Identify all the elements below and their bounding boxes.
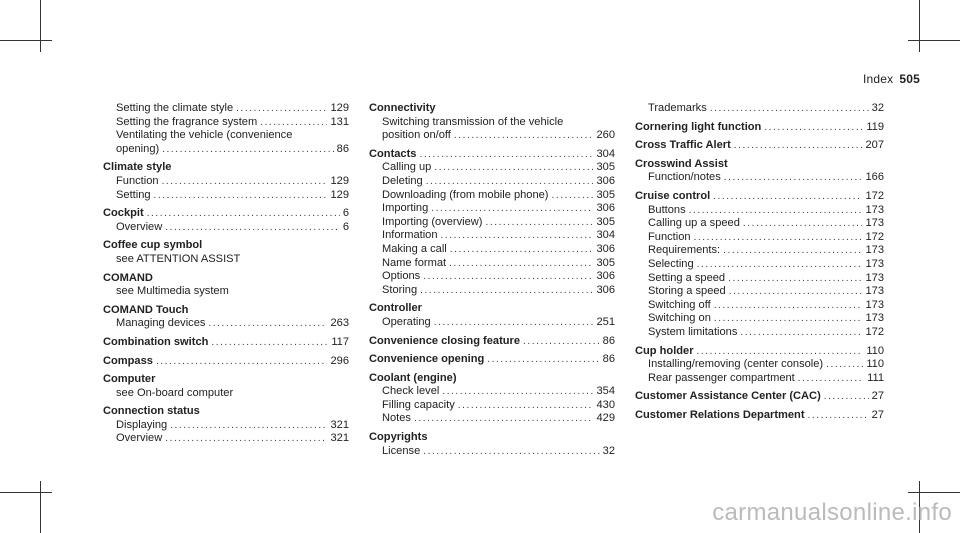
entry-page[interactable]: 306 xyxy=(596,202,615,215)
entry-page[interactable]: 6 xyxy=(342,220,349,233)
entry-page[interactable]: 129 xyxy=(330,174,349,187)
index-subentry xyxy=(369,216,615,230)
index-entry xyxy=(103,207,349,221)
leader-dots xyxy=(162,175,328,189)
entry-page[interactable]: 305 xyxy=(596,256,615,269)
leader-dots xyxy=(734,139,863,153)
index-subentry xyxy=(369,284,615,298)
entry-label: Climate style xyxy=(103,161,172,174)
index-entry xyxy=(103,373,349,387)
entry-page[interactable]: 27 xyxy=(871,408,884,421)
leader-dots xyxy=(165,221,340,235)
entry-label: Ventilating the vehicle (convenience xyxy=(116,129,293,142)
entry-page[interactable]: 354 xyxy=(596,385,615,398)
index-subentry xyxy=(369,243,615,257)
leader-dots xyxy=(714,299,863,313)
entry-label: Name format xyxy=(382,256,447,269)
crop-mark xyxy=(40,481,41,533)
index-subentry xyxy=(103,387,349,401)
index-subentry xyxy=(369,116,615,130)
index-subentry xyxy=(369,129,615,143)
index-entry xyxy=(103,355,349,369)
index-subentry xyxy=(635,358,884,372)
entry-label: Coolant (engine) xyxy=(369,371,457,384)
crop-mark xyxy=(0,492,52,493)
entry-label: see Multimedia system xyxy=(116,285,229,298)
entry-label: Connectivity xyxy=(369,102,436,114)
entry-label: Crosswind Assist xyxy=(635,157,728,170)
index-subentry xyxy=(369,270,615,284)
index-entry xyxy=(635,190,884,204)
leader-dots xyxy=(552,189,594,203)
entry-label: Combination switch xyxy=(103,335,209,348)
entry-label: Calling up a speed xyxy=(648,217,740,230)
index-subentry xyxy=(103,116,349,130)
entry-page[interactable]: 173 xyxy=(865,257,884,270)
entry-page[interactable]: 305 xyxy=(596,161,615,174)
entry-page[interactable]: 110 xyxy=(866,344,884,357)
index-entry xyxy=(369,102,615,116)
entry-label: Deleting xyxy=(382,174,423,187)
entry-label: Convenience opening xyxy=(369,353,485,366)
entry-label: Convenience closing feature xyxy=(369,334,521,347)
index-entry xyxy=(635,158,884,172)
index-subentry xyxy=(635,171,884,185)
entry-label: License xyxy=(382,444,421,457)
entry-label: Compass xyxy=(103,354,153,367)
entry-page[interactable]: 296 xyxy=(330,354,349,367)
leader-dots xyxy=(419,148,593,162)
leader-dots xyxy=(236,102,327,116)
leader-dots xyxy=(450,243,594,257)
index-entry xyxy=(369,372,615,386)
index-subentry xyxy=(635,272,884,286)
entry-label: Check level xyxy=(382,385,440,398)
entry-page[interactable]: 32 xyxy=(871,102,884,114)
entry-page[interactable]: 263 xyxy=(330,317,349,330)
index-entry xyxy=(103,336,349,350)
entry-label: Storing xyxy=(382,283,418,296)
crop-mark xyxy=(0,40,52,41)
entry-label: Connection status xyxy=(103,405,200,418)
entry-page[interactable]: 251 xyxy=(596,315,615,328)
leader-dots xyxy=(826,358,863,372)
entry-label: Function xyxy=(648,230,691,243)
leader-dots xyxy=(449,257,593,271)
entry-label: COMAND Touch xyxy=(103,303,189,316)
entry-label: Requirements: xyxy=(648,244,721,257)
watermark: carmanualsonline.info xyxy=(712,499,952,526)
leader-dots xyxy=(808,409,869,423)
entry-page[interactable]: 111 xyxy=(867,371,884,384)
entry-label: Copyrights xyxy=(369,431,428,444)
index-subentry xyxy=(369,316,615,330)
index-subentry xyxy=(369,202,615,216)
entry-label: Overview xyxy=(116,220,163,233)
index-subentry xyxy=(103,175,349,189)
entry-label: see ATTENTION ASSIST xyxy=(116,252,241,265)
entry-label: Storing a speed xyxy=(648,285,726,298)
index-entry xyxy=(635,409,884,423)
index-subentry xyxy=(635,231,884,245)
index-subentry xyxy=(369,175,615,189)
index-subentry xyxy=(369,399,615,413)
leader-dots xyxy=(689,204,863,218)
index-subentry xyxy=(635,326,884,340)
entry-label: Operating xyxy=(382,315,431,328)
entry-label: Making a call xyxy=(382,242,447,255)
leader-dots xyxy=(423,270,593,284)
entry-label: Options xyxy=(382,270,421,283)
entry-label: Rear passenger compartment xyxy=(648,371,795,384)
leader-dots xyxy=(487,353,599,367)
entry-label: Cross Traffic Alert xyxy=(635,139,731,152)
entry-label: Calling up xyxy=(382,161,432,174)
leader-dots xyxy=(743,217,863,231)
leader-dots xyxy=(523,335,600,349)
index-subentry xyxy=(369,189,615,203)
entry-label: Cruise control xyxy=(635,189,711,202)
entry-page[interactable]: 304 xyxy=(596,229,615,242)
leader-dots xyxy=(426,175,594,189)
entry-page[interactable]: 131 xyxy=(330,115,349,128)
entry-page[interactable]: 173 xyxy=(865,298,884,311)
entry-page[interactable]: 172 xyxy=(865,325,884,338)
entry-label: position on/off xyxy=(382,129,451,142)
index-subentry xyxy=(369,445,615,459)
crop-mark xyxy=(40,0,41,52)
entry-label: Controller xyxy=(369,302,423,315)
index-subentry xyxy=(103,102,349,116)
entry-label: Setting a speed xyxy=(648,271,726,284)
leader-dots xyxy=(713,190,862,204)
index-subentry xyxy=(369,412,615,426)
entry-label: Filling capacity xyxy=(382,398,455,411)
entry-label: Importing (overview) xyxy=(382,215,483,228)
leader-dots xyxy=(724,171,863,185)
index-entry xyxy=(103,272,349,286)
leader-dots xyxy=(414,412,594,426)
index-entry xyxy=(635,345,884,359)
index-subentry xyxy=(103,189,349,203)
crop-mark xyxy=(919,0,920,52)
index-subentry xyxy=(635,258,884,272)
index-subentry xyxy=(635,372,884,386)
crop-mark xyxy=(908,40,960,41)
leader-dots xyxy=(710,102,869,116)
index-entry xyxy=(369,335,615,349)
entry-label: Installing/removing (center console) xyxy=(648,358,824,371)
entry-label: Importing xyxy=(382,202,429,215)
leader-dots xyxy=(423,445,599,459)
index-subentry xyxy=(635,102,884,116)
index-entry xyxy=(103,239,349,253)
leader-dots xyxy=(694,231,863,245)
leader-dots xyxy=(162,143,333,157)
entry-label: COMAND xyxy=(103,271,153,284)
leader-dots xyxy=(454,129,594,143)
entry-label: Customer Assistance Center (CAC) xyxy=(635,390,821,403)
entry-label: Setting the climate style xyxy=(116,102,234,114)
index-subentry xyxy=(635,285,884,299)
entry-label: Displaying xyxy=(116,418,168,431)
entry-label: Setting the fragrance system xyxy=(116,115,258,128)
entry-label: Function xyxy=(116,174,159,187)
index-entry xyxy=(369,302,615,316)
entry-page[interactable]: 173 xyxy=(865,203,884,216)
entry-label: see On-board computer xyxy=(116,386,234,399)
index-subentry xyxy=(635,312,884,326)
leader-dots xyxy=(697,258,863,272)
entry-page[interactable]: 86 xyxy=(602,334,615,347)
entry-label: Trademarks xyxy=(648,102,707,114)
leader-dots xyxy=(211,336,328,350)
leader-dots xyxy=(434,316,594,330)
leader-dots xyxy=(441,229,594,243)
entry-page[interactable]: 27 xyxy=(871,390,884,403)
index-subentry xyxy=(369,257,615,271)
entry-label: Computer xyxy=(103,373,156,386)
entry-label: Downloading (from mobile phone) xyxy=(382,188,549,201)
leader-dots xyxy=(798,372,864,386)
leader-dots xyxy=(729,285,863,299)
entry-page[interactable]: 306 xyxy=(596,270,615,283)
entry-page[interactable]: 429 xyxy=(596,412,615,425)
entry-page[interactable]: 173 xyxy=(865,271,884,284)
leader-dots xyxy=(442,385,593,399)
leader-dots xyxy=(431,202,593,216)
entry-page[interactable]: 117 xyxy=(331,335,349,348)
entry-page[interactable]: 173 xyxy=(865,312,884,325)
entry-label: Contacts xyxy=(369,147,417,160)
index-subentry xyxy=(369,385,615,399)
leader-dots xyxy=(434,161,593,175)
entry-label: Switching transmission of the vehicle xyxy=(382,115,564,128)
index-subentry xyxy=(103,432,349,446)
entry-label: Function/notes xyxy=(648,171,721,184)
index-subentry xyxy=(635,204,884,218)
entry-page[interactable]: 119 xyxy=(866,120,884,133)
index-subentry xyxy=(103,317,349,331)
leader-dots xyxy=(165,432,327,446)
index-column-1 xyxy=(103,102,349,446)
index-entry xyxy=(103,161,349,175)
index-entry xyxy=(635,390,884,404)
entry-page[interactable]: 173 xyxy=(865,285,884,298)
entry-page[interactable]: 430 xyxy=(596,398,615,411)
index-entry xyxy=(369,431,615,445)
leader-dots xyxy=(170,419,327,433)
entry-label: Cockpit xyxy=(103,207,144,220)
index-entry xyxy=(369,353,615,367)
entry-label: Selecting xyxy=(648,257,694,270)
entry-page[interactable]: 173 xyxy=(865,244,884,257)
leader-dots xyxy=(154,189,328,203)
entry-page[interactable]: 110 xyxy=(866,358,884,371)
leader-dots xyxy=(486,216,594,230)
entry-page[interactable]: 172 xyxy=(865,230,884,243)
entry-label: Customer Relations Department xyxy=(635,408,805,421)
index-entry xyxy=(635,139,884,153)
index-subentry xyxy=(635,244,884,258)
index-subentry xyxy=(635,299,884,313)
leader-dots xyxy=(728,272,862,286)
entry-label: Cornering light function xyxy=(635,120,762,133)
entry-label: Setting xyxy=(116,188,151,201)
leader-dots xyxy=(723,244,862,258)
entry-page[interactable]: 6 xyxy=(342,207,349,220)
entry-label: Buttons xyxy=(648,203,686,216)
entry-label: opening) xyxy=(116,142,160,155)
leader-dots xyxy=(147,207,340,221)
page-header xyxy=(863,72,920,86)
entry-label: Switching off xyxy=(648,298,711,311)
entry-label: Overview xyxy=(116,432,163,445)
entry-page[interactable]: 172 xyxy=(865,189,884,202)
index-column-2 xyxy=(369,102,615,458)
index-subentry xyxy=(103,285,349,299)
leader-dots xyxy=(740,326,862,340)
section-title: Index xyxy=(863,72,894,86)
entry-page[interactable]: 305 xyxy=(596,188,615,201)
entry-page[interactable]: 32 xyxy=(602,444,615,457)
entry-page[interactable]: 321 xyxy=(330,432,349,445)
index-subentry xyxy=(103,143,349,157)
entry-page[interactable]: 166 xyxy=(865,171,884,184)
entry-page[interactable]: 260 xyxy=(596,129,615,142)
index-subentry xyxy=(103,253,349,267)
leader-dots xyxy=(420,284,593,298)
entry-label: Managing devices xyxy=(116,317,206,330)
index-subentry xyxy=(369,161,615,175)
leader-dots xyxy=(156,355,328,369)
page-number: 505 xyxy=(899,72,920,86)
crop-mark xyxy=(908,492,960,493)
index-entry xyxy=(635,121,884,135)
leader-dots xyxy=(764,121,863,135)
entry-page[interactable]: 207 xyxy=(865,139,884,152)
entry-page[interactable]: 306 xyxy=(596,242,615,255)
entry-label: System limitations xyxy=(648,325,738,338)
index-column-3 xyxy=(635,102,884,422)
entry-page[interactable]: 129 xyxy=(330,102,349,114)
index-subentry xyxy=(103,221,349,235)
entry-page[interactable]: 86 xyxy=(336,142,349,155)
index-subentry xyxy=(103,419,349,433)
leader-dots xyxy=(824,390,869,404)
entry-label: Switching on xyxy=(648,312,711,325)
entry-label: Information xyxy=(382,229,438,242)
entry-label: Coffee cup symbol xyxy=(103,239,203,252)
index-entry xyxy=(369,148,615,162)
index-subentry xyxy=(635,217,884,231)
entry-page[interactable]: 306 xyxy=(596,174,615,187)
entry-page[interactable]: 129 xyxy=(330,188,349,201)
entry-label: Cup holder xyxy=(635,344,694,357)
entry-page[interactable]: 86 xyxy=(602,353,615,366)
index-entry xyxy=(103,304,349,318)
leader-dots xyxy=(260,116,327,130)
entry-page[interactable]: 305 xyxy=(596,215,615,228)
entry-page[interactable]: 304 xyxy=(596,147,615,160)
index-entry xyxy=(103,405,349,419)
leader-dots xyxy=(714,312,863,326)
leader-dots xyxy=(697,345,864,359)
entry-page[interactable]: 306 xyxy=(596,283,615,296)
entry-label: Notes xyxy=(382,412,411,425)
index-subentry xyxy=(369,229,615,243)
entry-page[interactable]: 321 xyxy=(330,418,349,431)
index-subentry xyxy=(103,129,349,143)
entry-page[interactable]: 173 xyxy=(865,217,884,230)
leader-dots xyxy=(458,399,594,413)
leader-dots xyxy=(208,317,327,331)
